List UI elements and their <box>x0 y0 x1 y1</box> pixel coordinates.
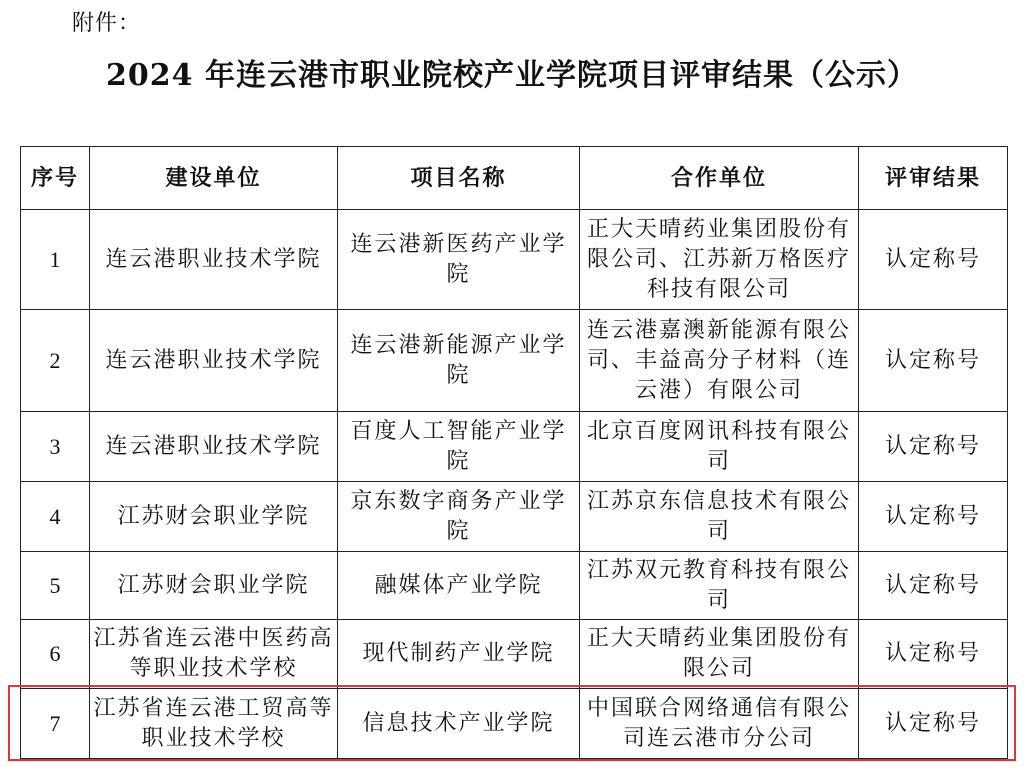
row-result: 认定称号 <box>859 310 1008 412</box>
row-builder: 连云港职业技术学院 <box>90 412 338 482</box>
table-row <box>21 689 1008 759</box>
table-row <box>21 310 1008 412</box>
row-result: 认定称号 <box>859 482 1008 552</box>
row-project: 连云港新医药产业学院 <box>338 210 580 310</box>
row-index: 6 <box>21 620 90 689</box>
table-row <box>21 412 1008 482</box>
row-project: 信息技术产业学院 <box>338 689 580 759</box>
table-row <box>21 552 1008 620</box>
row-builder: 连云港职业技术学院 <box>90 310 338 412</box>
row-builder: 江苏财会职业学院 <box>90 482 338 552</box>
row-partner: 正大天晴药业集团股份有限公司、江苏新万格医疗科技有限公司 <box>580 210 859 310</box>
row-builder: 江苏财会职业学院 <box>90 552 338 620</box>
row-result: 认定称号 <box>859 412 1008 482</box>
row-result: 认定称号 <box>859 689 1008 759</box>
attachment-label: 附件： <box>72 11 142 36</box>
row-project: 百度人工智能产业学院 <box>338 412 580 482</box>
row-partner: 中国联合网络通信有限公司连云港市分公司 <box>580 689 859 759</box>
row-result: 认定称号 <box>859 210 1008 310</box>
row-project: 现代制药产业学院 <box>338 620 580 689</box>
row-partner: 北京百度网讯科技有限公司 <box>580 412 859 482</box>
row-index: 4 <box>21 482 90 552</box>
header-builder: 建设单位 <box>90 147 338 210</box>
row-index: 7 <box>21 689 90 759</box>
row-partner: 正大天晴药业集团股份有限公司 <box>580 620 859 689</box>
row-index: 1 <box>21 210 90 310</box>
row-project: 京东数字商务产业学院 <box>338 482 580 552</box>
table-row <box>21 620 1008 689</box>
row-builder: 江苏省连云港工贸高等职业技术学校 <box>90 689 338 759</box>
row-project: 连云港新能源产业学院 <box>338 310 580 412</box>
row-project: 融媒体产业学院 <box>338 552 580 620</box>
document-title: 2024 年连云港市职业院校产业学院项目评审结果（公示） <box>106 58 918 93</box>
table-row <box>21 210 1008 310</box>
header-partner: 合作单位 <box>580 147 859 210</box>
row-result: 认定称号 <box>859 552 1008 620</box>
header-result: 评审结果 <box>859 147 1008 210</box>
table-row <box>21 482 1008 552</box>
row-partner: 江苏京东信息技术有限公司 <box>580 482 859 552</box>
row-index: 5 <box>21 552 90 620</box>
header-project: 项目名称 <box>338 147 580 210</box>
row-result: 认定称号 <box>859 620 1008 689</box>
row-index: 2 <box>21 310 90 412</box>
row-index: 3 <box>21 412 90 482</box>
row-builder: 连云港职业技术学院 <box>90 210 338 310</box>
results-table <box>20 146 1008 759</box>
table-header-row <box>21 147 1008 210</box>
row-builder: 江苏省连云港中医药高等职业技术学校 <box>90 620 338 689</box>
row-partner: 江苏双元教育科技有限公司 <box>580 552 859 620</box>
header-index: 序号 <box>21 147 90 210</box>
row-partner: 连云港嘉澳新能源有限公司、丰益高分子材料（连云港）有限公司 <box>580 310 859 412</box>
